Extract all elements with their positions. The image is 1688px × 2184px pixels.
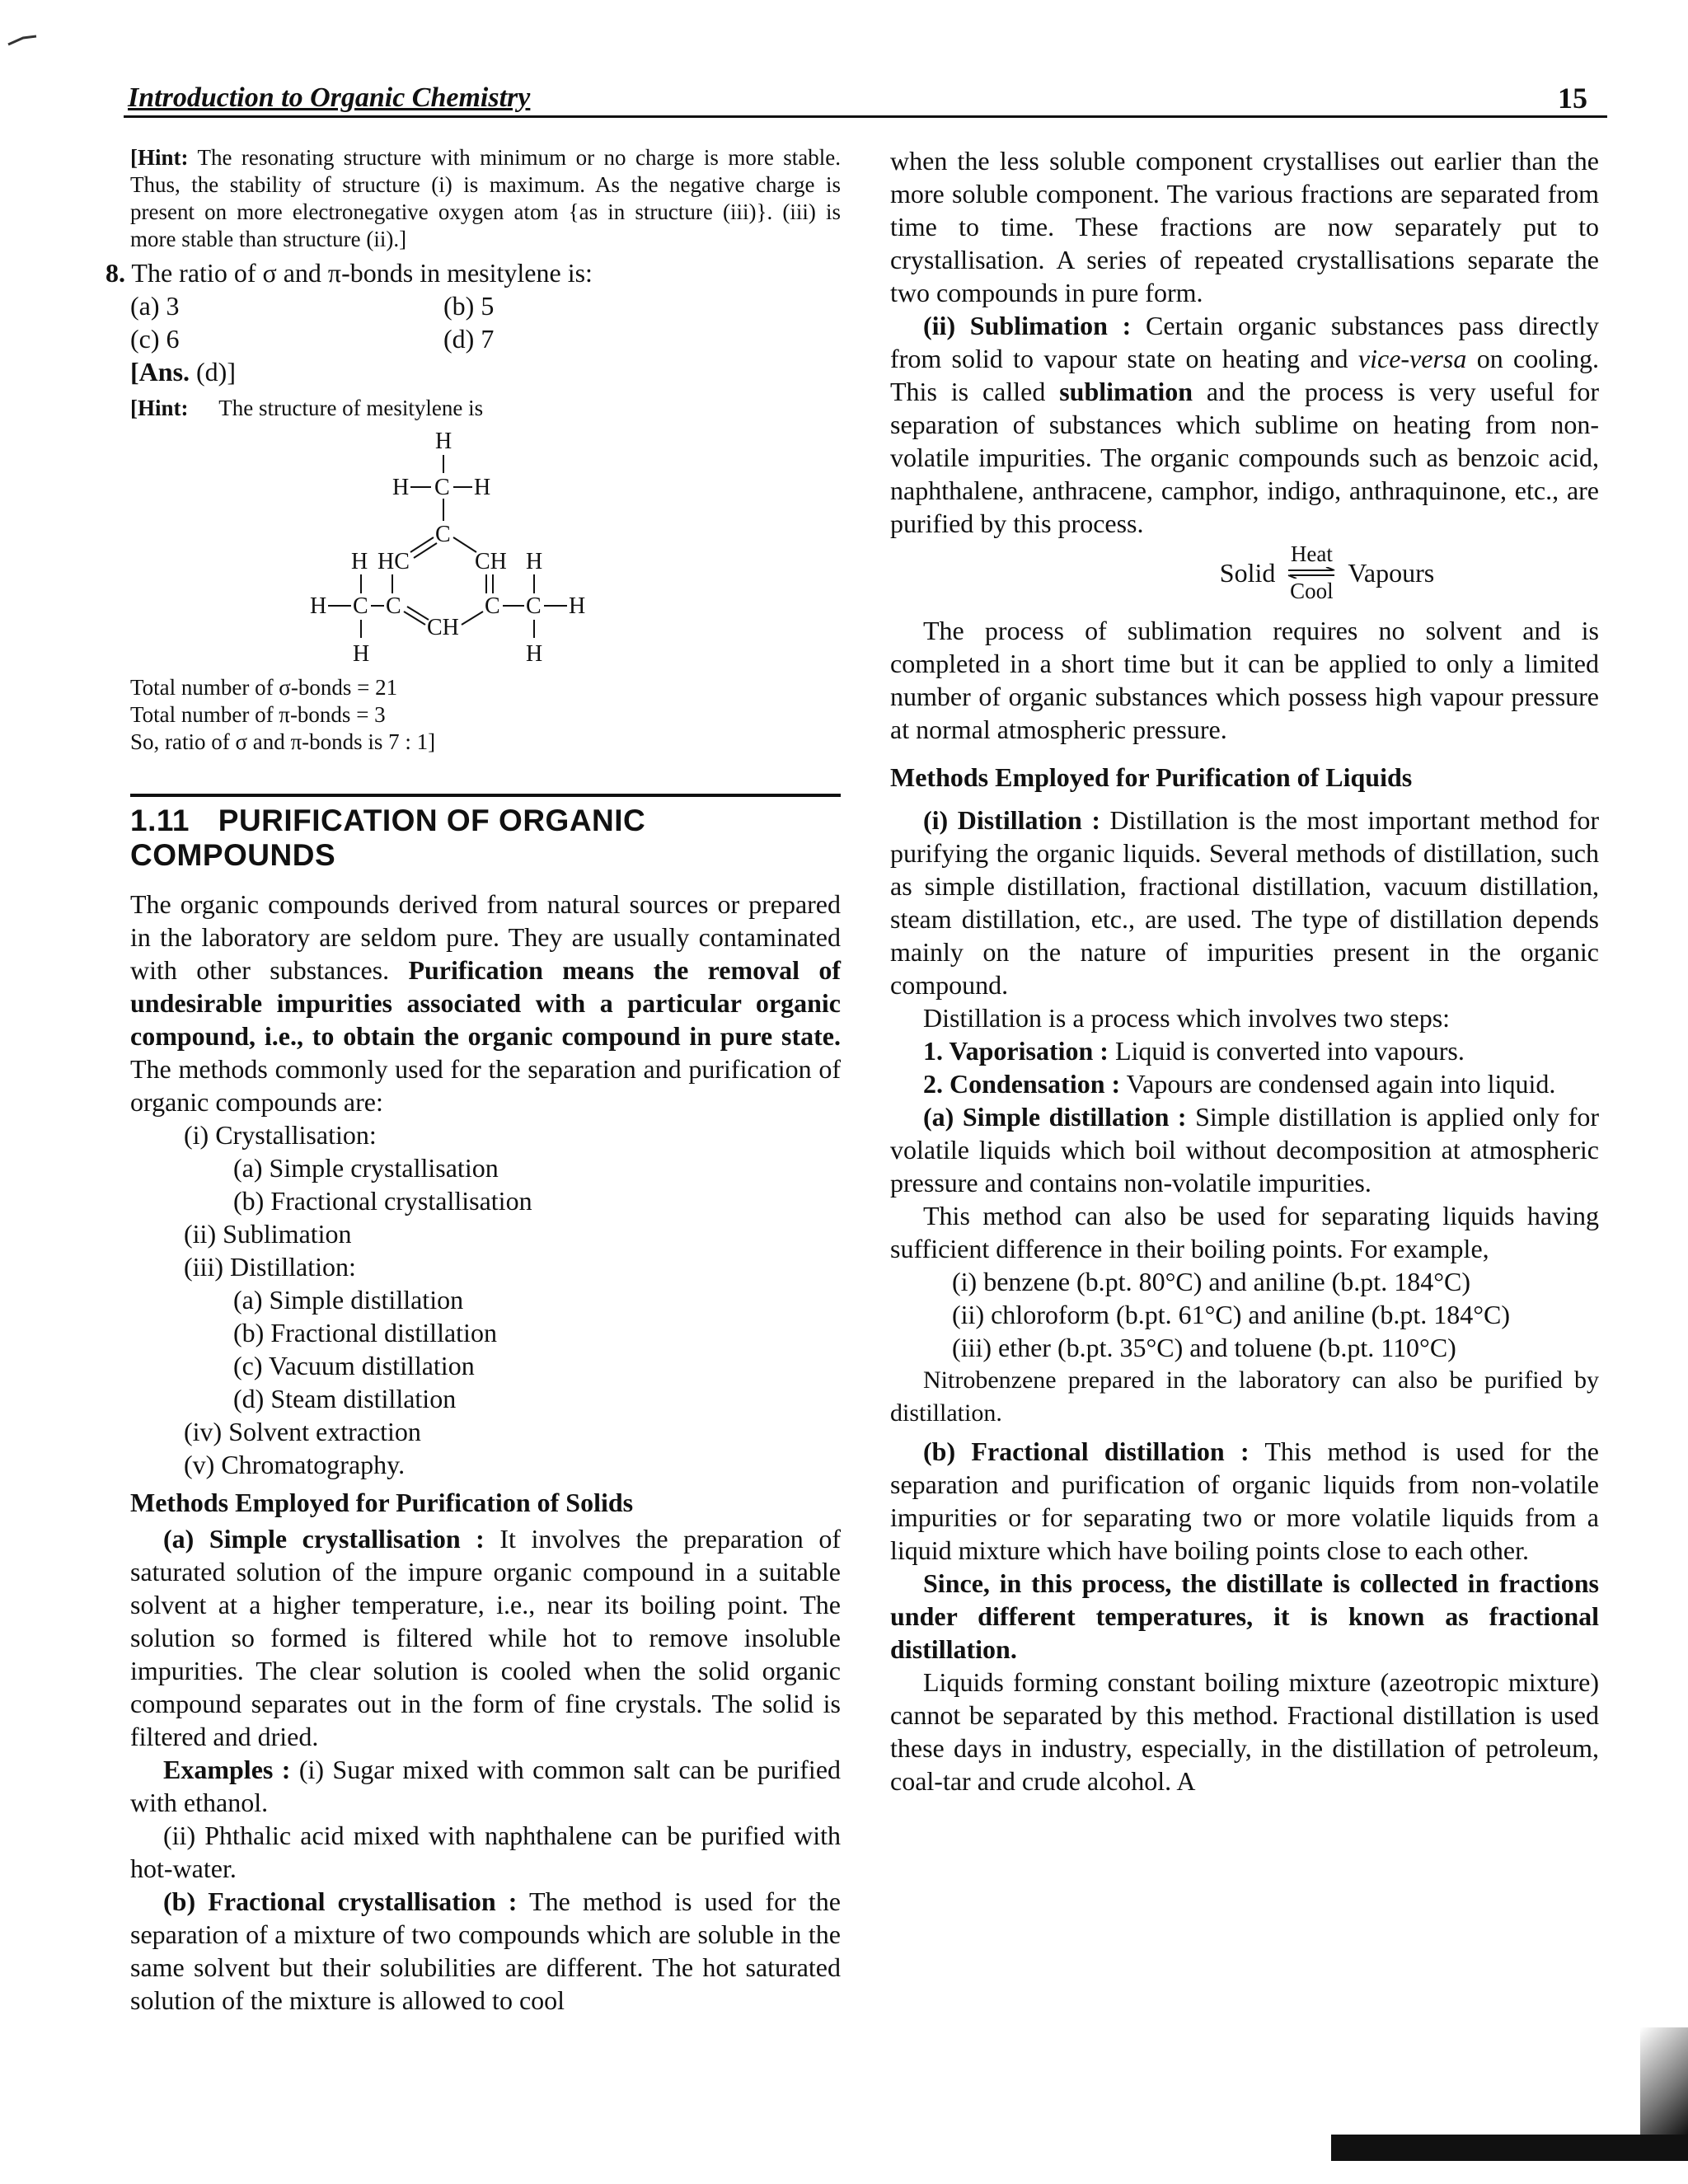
list-item: (d) Steam distillation (233, 1384, 457, 1413)
list-item: (i) benzene (b.pt. 80°C) and aniline (b.pt. 184°C) (952, 1267, 1470, 1296)
atom-c-ring-right: C (485, 593, 500, 619)
atom-hc-left: HC (377, 549, 410, 574)
atom-h-far-right: H (569, 593, 586, 619)
option-a: (a) 3 (130, 291, 180, 321)
simple-distillation-label: (a) Simple distillation : (923, 1102, 1187, 1132)
list-item: (iv) Solvent extraction (184, 1417, 421, 1446)
atom-h-left-top: H (351, 549, 368, 574)
section-title: PURIFICATION OF ORGANIC COMPOUNDS (130, 804, 646, 872)
atom-c-methyl-left: C (353, 593, 368, 619)
fractional-distillation-text: This method is used for the separation and purification of organic liquids from non-volatile impurities or for separating two or more volatile liquids from a liquid mixture which have boiling points close to each other. (890, 1436, 1599, 1565)
step-condensation (890, 1067, 1599, 1100)
list-item: (a) Simple crystallisation (233, 1153, 499, 1183)
page-number: 15 (1558, 82, 1587, 115)
methods-list (130, 1118, 841, 1481)
atom-h-far-left: H (310, 593, 327, 619)
running-header-title: Introduction to Organic Chemistry (128, 82, 531, 113)
right-column (890, 144, 1599, 1797)
hint-label: [Hint: (130, 145, 189, 170)
atom-h-bottom-left: H (353, 641, 370, 667)
step-1-text: Liquid is converted into vapours. (1114, 1036, 1465, 1066)
simple-distillation-note: This method can also be used for separating liquids having sufficient difference in their boiling points. For example, (890, 1201, 1599, 1263)
list-item: (iii) ether (b.pt. 35°C) and toluene (b.pt. 110°C) (952, 1333, 1456, 1362)
sublimation-text-2: on cooling. This is called (890, 344, 1600, 406)
list-item: (c) Vacuum distillation (233, 1351, 475, 1380)
atom-ch-bottom: CH (427, 615, 459, 640)
distillation-paragraph (890, 804, 1599, 1001)
mesitylene-structure (130, 422, 841, 669)
crystallisation-continued: when the less soluble component crystallises out earlier than the more soluble component. The various fractions are separated from time to time. These fractions are now separately put to crystallisation. A series of repeated crystallisations separate the two compounds in pure form. (890, 146, 1599, 307)
step-vaporisation (890, 1034, 1599, 1067)
options-row-1 (130, 289, 841, 322)
simple-distillation-text: Simple distillation is applied only for volatile liquids which boil without decomposition at atmospheric pressure and contains non-volatile impurities. (890, 1102, 1600, 1197)
intro-paragraph (130, 888, 841, 1118)
liquids-heading: Methods Employed for Purification of Liquids (890, 762, 1413, 792)
atom-h-right-top: H (526, 549, 543, 574)
step-2-label: 2. Condensation : (923, 1069, 1121, 1099)
sublimation-text-1: Certain organic substances pass directly from solid to vapour state on heating and (890, 311, 1599, 373)
example-1: (i) Sugar mixed with common salt can be purified with ethanol. (130, 1755, 842, 1817)
question-8 (106, 256, 841, 289)
sublimation-text-3: and the process is very useful for separation of substances which sublime on heating from non-volatile impurities. The organic compounds such as benzoic acid, naphthalene, anthracene, camphor, indigo, anthraquinone, etc., are purified by this process. (890, 377, 1600, 538)
question-number: 8. (106, 258, 125, 288)
simple-distillation-paragraph (890, 1100, 1599, 1199)
option-d: (d) 7 (443, 324, 495, 354)
reversible-arrow (1287, 541, 1336, 604)
simple-crystallisation-text: It involves the preparation of saturated solution of the impure organic compound in a suitable solvent at a higher temperature, i.e., near its boiling point. The solution so formed is filtered while hot to remove insoluble impurities. The clear solution is cooled when the solid organic compound separates out in the form of fine crystals. The solid is filtered and dried. (130, 1524, 841, 1751)
equation-solid: Solid (1219, 557, 1276, 588)
left-column (106, 144, 842, 2017)
atom-h-right-ch3: H (474, 475, 491, 500)
hint-resonance (130, 144, 841, 253)
list-item: (v) Chromatography. (184, 1450, 406, 1479)
boiling-point-examples (890, 1265, 1599, 1364)
examples-label: Examples : (163, 1755, 291, 1784)
list-item: (b) Fractional distillation (233, 1318, 497, 1347)
scan-mark-top-left (7, 33, 40, 49)
fractional-crystallisation-label: (b) Fractional crystallisation : (163, 1886, 518, 1916)
hint-mesitylene (130, 395, 841, 422)
bond-ratio: So, ratio of σ and π-bonds is 7 : 1] (130, 729, 436, 754)
distillation-steps: Distillation is a process which involves two steps: (923, 1003, 1451, 1033)
examples-paragraph (130, 1753, 841, 1819)
nitrobenzene-note: Nitrobenzene prepared in the laboratory can also be purified by distillation. (890, 1366, 1599, 1427)
list-item: (b) Fractional crystallisation (233, 1186, 532, 1216)
atom-ch-right: CH (475, 549, 507, 574)
simple-crystallisation-paragraph (130, 1522, 841, 1753)
options-row-2 (130, 322, 841, 355)
atom-c-methyl-top: C (434, 475, 450, 500)
simple-crystallisation-label: (a) Simple crystallisation : (163, 1524, 485, 1554)
sublimation-paragraph (890, 309, 1599, 540)
hint-text: The resonating structure with minimum or no charge is more stable. Thus, the stability of structure (i) is maximum. As the negative charge is present on more electronegative oxygen atom {as in structure (iii)}. (iii) is more stable than structure (ii).] (130, 145, 842, 251)
equilibrium-arrow-icon (1287, 567, 1336, 579)
atom-c-ring-left: C (386, 593, 401, 619)
sublimation-label: (ii) Sublimation : (923, 311, 1132, 340)
hint-text: The structure of mesitylene is (218, 396, 484, 420)
solids-heading: Methods Employed for Purification of Solids (130, 1488, 634, 1517)
pi-count: Total number of π-bonds = 3 (130, 702, 386, 727)
answer-line (130, 355, 841, 388)
section-heading (130, 794, 841, 873)
scan-bar-bottom (1331, 2135, 1688, 2161)
option-c: (c) 6 (130, 324, 180, 354)
step-2-text: Vapours are condensed again into liquid. (1126, 1069, 1556, 1099)
list-item: (i) Crystallisation: (184, 1120, 377, 1150)
example-2: (ii) Phthalic acid mixed with naphthalene can be purified with hot-water. (130, 1821, 841, 1883)
list-item: (a) Simple distillation (233, 1285, 464, 1315)
distillation-text: Distillation is the most important method for purifying the organic liquids. Several methods of distillation, such as simple distillation, fractional distillation, vacuum distillation, steam distillation, etc., are used. The type of distillation depends mainly on the nature of impurities present in the organic compound. (890, 805, 1600, 1000)
atom-h-left-ch3: H (392, 475, 410, 500)
atom-c-methyl-right: C (526, 593, 542, 619)
list-item: (ii) Sublimation (184, 1219, 352, 1249)
question-text: The ratio of σ and π-bonds in mesitylene is: (131, 258, 593, 288)
arrow-label-heat: Heat (1290, 541, 1333, 566)
fractional-crystallisation-paragraph (130, 1885, 841, 2017)
atom-c-ring-top: C (435, 522, 451, 547)
vice-versa: vice-versa (1357, 344, 1467, 373)
list-item: (ii) chloroform (b.pt. 61°C) and aniline (b.pt. 184°C) (952, 1300, 1511, 1329)
sigma-count: Total number of σ-bonds = 21 (130, 675, 398, 700)
fractional-distillation-paragraph (890, 1435, 1599, 1567)
scan-shadow-bottom-right (1640, 2027, 1688, 2135)
step-1-label: 1. Vaporisation : (923, 1036, 1109, 1066)
fractional-distillation-definition: Since, in this process, the distillate is collected in fractions under different temperatures, it is known as fractional distillation. (890, 1568, 1599, 1664)
intro-text-1: The organic compounds derived from natural sources or prepared in the laboratory are seldom pure. They are usually contaminated with other substances. (130, 889, 841, 985)
hint-label: [Hint: (130, 396, 189, 420)
intro-text-2: The methods commonly used for the separation and purification of organic compounds are: (130, 1054, 841, 1117)
answer-label: [Ans. (130, 357, 190, 387)
azeotropic-paragraph: Liquids forming constant boiling mixture (azeotropic mixture) cannot be separated by this method. Fractional distillation is used these days in industry, especially, in the distillation of petroleum, coal-tar and crude alcohol. A (890, 1667, 1599, 1796)
equation-vapours: Vapours (1348, 557, 1435, 588)
option-b: (b) 5 (443, 291, 495, 321)
atom-h-bottom-right: H (526, 641, 543, 667)
fractional-crystallisation-text: The method is used for the separation of a mixture of two compounds which are soluble in the same solvent but their solubilities are different. The hot saturated solution of the mixture is allowed to cool (130, 1886, 842, 2015)
sublimation-term: sublimation (1059, 377, 1193, 406)
section-number: 1.11 (130, 804, 190, 837)
sublimation-equation (890, 540, 1599, 606)
arrow-label-cool: Cool (1290, 579, 1334, 603)
list-item: (iii) Distillation: (184, 1252, 356, 1282)
fractional-distillation-label: (b) Fractional distillation : (923, 1436, 1250, 1466)
distillation-label: (i) Distillation : (923, 805, 1101, 835)
answer-value: (d)] (196, 357, 236, 387)
atom-h-top: H (435, 429, 452, 454)
sublimation-note: The process of sublimation requires no solvent and is completed in a short time but it can be applied to only a limited number of organic substances which possess high vapour pressure at normal atmospheric pressure. (890, 616, 1599, 744)
header-rule (124, 115, 1607, 118)
intro-definition: Purification means the removal of undesirable impurities associated with a particular organic compound, i.e., to obtain the organic compound in pure state. (130, 955, 842, 1051)
